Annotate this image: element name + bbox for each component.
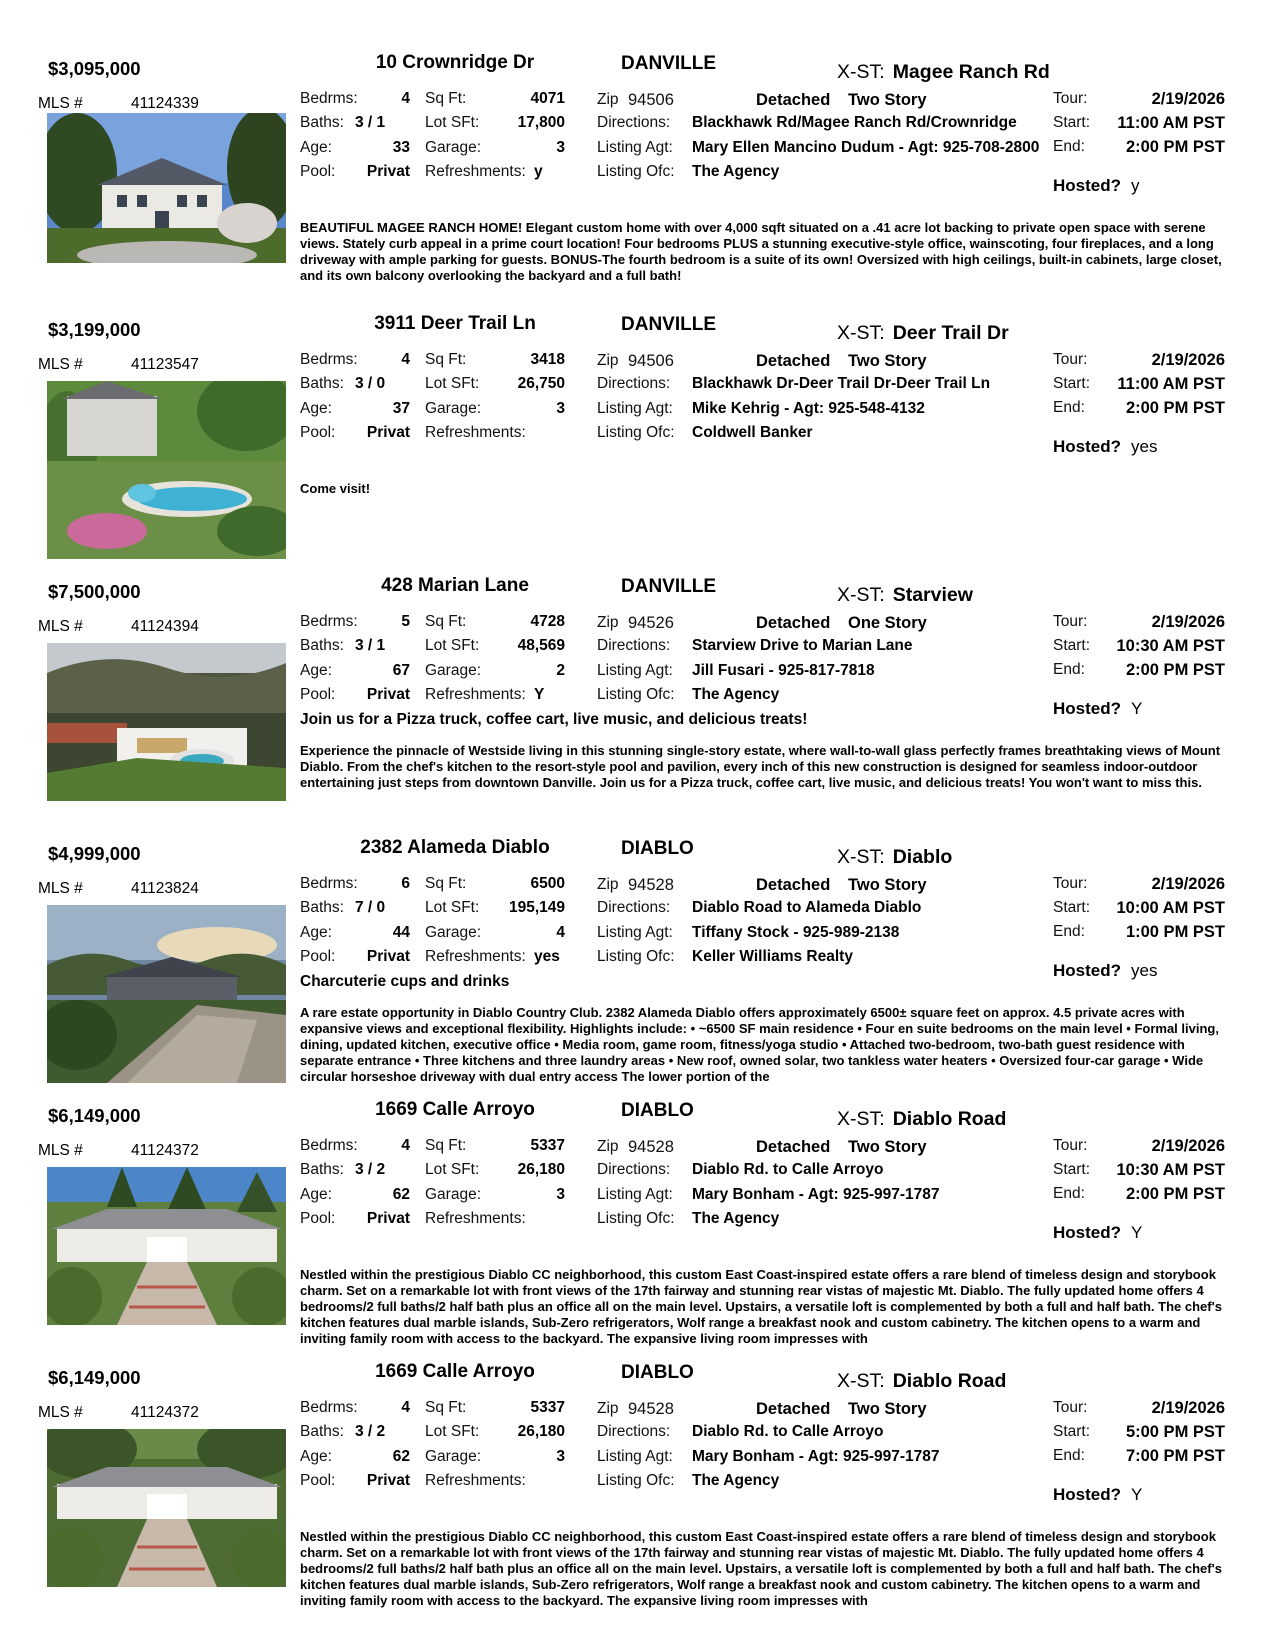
listing-agent-value: Mary Ellen Mancino Dudum - Agt: 925-708-2800 [692,139,1040,156]
hosted-label: Hosted? [1053,437,1121,456]
garage-label: Garage: [425,139,482,156]
property-stories: Two Story [848,876,927,894]
pool-value: Privat [366,163,410,180]
directions-label: Directions: [597,1423,671,1440]
age-value: 44 [392,924,410,941]
directions-label: Directions: [597,899,671,916]
listing-description: A rare estate opportunity in Diablo Country Club. 2382 Alameda Diablo offers approximately 6500± square feet on approx. 4.5 private acres with expansive views and exceptional flexibility. Highlights include: • ~6500 SF main residence • Four en suite bedrooms on the main level • Formal living, dining, updated kitchen, executive office • Media room, game room, fitness/yoga studio • Attached two-bedroom, two-bath guest residence with separate entrance • Three kitchens and three laundry areas • New roof, owned solar, two tankless water heaters • Oversized four-car garage • Wide circular horseshoe driveway with dual entry access The lower portion of the [300,1005,1219,1084]
sqft-value: 5337 [530,1137,565,1154]
garage-value: 3 [556,400,565,417]
zip-value: 94528 [628,876,674,894]
age-value: 62 [392,1186,410,1203]
directions-value: Blackhawk Rd/Magee Ranch Rd/Crownridge [692,114,1017,131]
baths-label: Baths: [300,899,344,916]
property-photo [47,113,286,263]
mls-label: MLS # [38,1142,83,1159]
listing-city: DANVILLE [621,53,716,74]
house-photo-icon [47,1167,286,1325]
cross-street-label: X-ST: [837,1370,885,1392]
lot-sft-label: Lot SFt: [425,637,480,654]
end-label: End: [1053,661,1085,678]
house-photo-icon [47,113,286,263]
sqft-label: Sq Ft: [425,613,467,630]
garage-label: Garage: [425,662,482,679]
cross-street [837,63,1050,83]
lot-sft-value: 48,569 [517,637,565,654]
end-time: 2:00 PM PST [1125,399,1225,417]
lot-sft-value: 26,180 [517,1161,565,1178]
baths-label: Baths: [300,637,344,654]
listing-price: $4,999,000 [48,843,141,864]
pool-label: Pool: [300,1210,336,1227]
listing-description: BEAUTIFUL MAGEE RANCH HOME! Elegant custom home with over 4,000 sqft situated on a .41 acre lot backing to private open space with serene views. Stately curb appeal in a prime court location! Four bedrooms PLUS a stunning executive-style office, wainscoting, four fireplaces, and a long driveway with ample parking for guests. BONUS-The fourth bedroom is a suite of its own! Oversized with high ceilings, built-in cabinets, large closet, and its own balcony overlooking the backyard and a full bath! [300,220,1222,283]
listing-description: Nestled within the prestigious Diablo CC neighborhood, this custom East Coast-inspired estate offers a rare blend of timeless design and storybook charm. Set on a remarkable lot with front views of the 17th fairway and stunning rear vistas of majestic Mt. Diablo. The fully updated home offers 4 bedrooms/2 full baths/2 half bath plus an office all on the main level. Upstairs, a versatile loft is complemented by both a full and half bath. The chef's kitchen features dual marble islands, Sub-Zero refrigerators, Wolf range a breakfast nook and custom cabinetry. The kitchen opens to a warm and inviting family room with access to the backyard. The expansive living room impresses with [300,1529,1222,1608]
zip-label: Zip [597,1138,619,1155]
end-label: End: [1053,399,1085,416]
cross-street [837,848,952,868]
listing-agent-label: Listing Agt: [597,1448,673,1465]
end-time: 1:00 PM PST [1125,923,1225,941]
zip-value: 94506 [628,352,674,370]
zip-value: 94526 [628,614,674,632]
lot-sft-label: Lot SFt: [425,114,480,131]
listing-card [0,311,1275,573]
end-time: 2:00 PM PST [1125,1185,1225,1203]
garage-label: Garage: [425,1448,482,1465]
bedrms-value: 4 [401,351,410,368]
directions-label: Directions: [597,114,671,131]
listing-card [0,50,1275,312]
tour-date: 2/19/2026 [1151,1137,1225,1155]
property-type: Detached [756,1138,831,1156]
hosted [1053,177,1140,194]
baths-value: 7 / 0 [355,899,386,916]
lot-sft-label: Lot SFt: [425,375,480,392]
hosted [1053,962,1157,979]
cross-street-value: Deer Trail Dr [892,322,1009,344]
start-label: Start: [1053,1423,1091,1440]
mls-label: MLS # [38,880,83,897]
listing-address: 1669 Calle Arroyo [375,1361,535,1382]
refreshments-label: Refreshments: [425,948,526,965]
refreshments-value: yes [534,948,560,965]
baths-value: 3 / 1 [355,114,386,131]
hosted [1053,1486,1142,1503]
listing-agent-value: Mary Bonham - Agt: 925-997-1787 [692,1448,940,1465]
zip-label: Zip [597,614,619,631]
tour-date: 2/19/2026 [1151,613,1225,631]
lot-sft-value: 26,750 [517,375,565,392]
listing-address: 10 Crownridge Dr [375,52,535,73]
listing-office-value: The Agency [692,163,780,180]
age-label: Age: [300,924,332,941]
mls-number: 41124372 [131,1404,199,1421]
zip-label: Zip [597,876,619,893]
listing-office-label: Listing Ofc: [597,1472,675,1489]
listing-office-label: Listing Ofc: [597,424,675,441]
directions-label: Directions: [597,637,671,654]
baths-label: Baths: [300,1423,344,1440]
refreshments-label: Refreshments: [425,686,526,703]
listing-office-label: Listing Ofc: [597,948,675,965]
property-type: Detached [756,876,831,894]
start-label: Start: [1053,637,1091,654]
tour-label: Tour: [1053,90,1088,107]
property-type: Detached [756,91,831,109]
listing-price: $7,500,000 [48,581,141,602]
sqft-value: 6500 [530,875,565,892]
baths-value: 3 / 0 [355,375,386,392]
pool-label: Pool: [300,948,336,965]
zip-label: Zip [597,91,619,108]
listing-agent-value: Tiffany Stock - 925-989-2138 [692,924,900,941]
hosted-label: Hosted? [1053,1223,1121,1242]
listing-address: 3911 Deer Trail Ln [374,313,536,334]
listing-city: DANVILLE [621,314,716,335]
listing-description: Experience the pinnacle of Westside living in this stunning single-story estate, where wall-to-wall glass perfectly frames breathtaking views of Mount Diablo. From the chef's kitchen to the resort-style pool and pavilion, every inch of this new construction is designed for seamless indoor-outdoor entertaining just steps from downtown Danville. Join us for a Pizza truck, coffee cart, live music, and delicious treats! You won't want to miss this. [300,743,1221,790]
cross-street-label: X-ST: [837,1108,885,1130]
property-photo [47,1429,286,1587]
house-photo-icon [47,381,286,559]
listing-price: $3,199,000 [48,319,141,340]
listing-city: DANVILLE [621,576,716,597]
zip-label: Zip [597,1400,619,1417]
age-value: 33 [392,139,410,156]
hosted [1053,438,1157,455]
hosted-value: Y [1131,699,1143,718]
tour-date: 2/19/2026 [1151,90,1225,108]
hosted-label: Hosted? [1053,176,1121,195]
cross-street [837,586,973,606]
listing-description: Come visit! [300,481,371,496]
sqft-label: Sq Ft: [425,1137,467,1154]
start-time: 10:00 AM PST [1116,899,1225,917]
sqft-label: Sq Ft: [425,90,467,107]
listing-office-label: Listing Ofc: [597,686,675,703]
pool-label: Pool: [300,424,336,441]
sqft-label: Sq Ft: [425,351,467,368]
bedrms-label: Bedrms: [300,613,358,630]
tour-label: Tour: [1053,1399,1088,1416]
mls-label: MLS # [38,356,83,373]
property-photo [47,381,286,559]
listing-card [0,573,1275,835]
directions-value: Diablo Rd. to Calle Arroyo [692,1423,884,1440]
listing-agent-value: Mike Kehrig - Agt: 925-548-4132 [692,400,925,417]
bedrms-label: Bedrms: [300,1137,358,1154]
baths-label: Baths: [300,375,344,392]
listing-agent-value: Jill Fusari - 925-817-7818 [692,662,875,679]
zip-label: Zip [597,352,619,369]
sqft-value: 5337 [530,1399,565,1416]
age-label: Age: [300,400,332,417]
lot-sft-label: Lot SFt: [425,1423,480,1440]
listing-agent-label: Listing Agt: [597,139,673,156]
mls-number: 41123824 [131,880,199,897]
baths-value: 3 / 1 [355,637,386,654]
cross-street-value: Diablo Road [892,1108,1007,1130]
cross-street [837,1110,1006,1130]
age-value: 37 [392,400,410,417]
start-time: 11:00 AM PST [1117,375,1225,393]
mls-label: MLS # [38,1404,83,1421]
tour-label: Tour: [1053,613,1088,630]
garage-value: 3 [556,1186,565,1203]
baths-value: 3 / 2 [355,1161,386,1178]
pool-value: Privat [366,424,410,441]
lot-sft-value: 195,149 [508,899,565,916]
pool-label: Pool: [300,163,336,180]
end-label: End: [1053,1447,1085,1464]
cross-street-label: X-ST: [837,584,885,606]
listing-office-value: The Agency [692,1210,780,1227]
pool-value: Privat [366,686,410,703]
listing-city: DIABLO [621,1362,694,1383]
event-note: Charcuterie cups and drinks [300,973,510,990]
age-label: Age: [300,139,332,156]
pool-label: Pool: [300,686,336,703]
property-type: Detached [756,1400,831,1418]
start-label: Start: [1053,1161,1091,1178]
age-label: Age: [300,662,332,679]
mls-number: 41123547 [131,356,199,373]
start-label: Start: [1053,114,1091,131]
property-stories: Two Story [848,1138,927,1156]
property-photo [47,905,286,1083]
cross-street [837,1372,1006,1392]
cross-street-value: Diablo Road [892,1370,1007,1392]
pool-value: Privat [366,1210,410,1227]
baths-label: Baths: [300,114,344,131]
hosted [1053,1224,1142,1241]
start-time: 10:30 AM PST [1116,1161,1225,1179]
sqft-value: 4728 [530,613,565,630]
listing-price: $6,149,000 [48,1105,141,1126]
event-note: Join us for a Pizza truck, coffee cart, live music, and delicious treats! [300,711,808,728]
bedrms-value: 4 [401,90,410,107]
refreshments-value: y [534,163,543,180]
garage-value: 3 [556,1448,565,1465]
zip-value: 94528 [628,1400,674,1418]
start-time: 11:00 AM PST [1117,114,1225,132]
mls-number: 41124339 [131,95,199,112]
bedrms-label: Bedrms: [300,1399,358,1416]
listing-card [0,1097,1275,1359]
garage-label: Garage: [425,924,482,941]
property-stories: Two Story [848,352,927,370]
end-time: 2:00 PM PST [1125,661,1225,679]
zip-value: 94528 [628,1138,674,1156]
listing-price: $3,095,000 [48,58,141,79]
lot-sft-value: 17,800 [517,114,565,131]
property-stories: Two Story [848,91,927,109]
tour-label: Tour: [1053,875,1088,892]
hosted-label: Hosted? [1053,1485,1121,1504]
bedrms-label: Bedrms: [300,351,358,368]
garage-value: 2 [556,662,565,679]
sqft-value: 3418 [530,351,565,368]
hosted-value: yes [1131,961,1158,980]
hosted-label: Hosted? [1053,699,1121,718]
garage-value: 4 [556,924,565,941]
sqft-value: 4071 [530,90,565,107]
directions-value: Diablo Rd. to Calle Arroyo [692,1161,884,1178]
listing-card [0,1359,1275,1621]
tour-date: 2/19/2026 [1151,351,1225,369]
bedrms-label: Bedrms: [300,90,358,107]
lot-sft-value: 26,180 [517,1423,565,1440]
pool-value: Privat [366,1472,410,1489]
listing-agent-label: Listing Agt: [597,662,673,679]
refreshments-value: Y [534,686,545,703]
listing-address: 428 Marian Lane [381,575,529,596]
hosted-value: yes [1131,437,1158,456]
property-stories: One Story [848,614,927,632]
mls-label: MLS # [38,95,83,112]
property-photo [47,643,286,801]
end-label: End: [1053,1185,1085,1202]
baths-label: Baths: [300,1161,344,1178]
property-type: Detached [756,614,831,632]
tour-label: Tour: [1053,351,1088,368]
mls-number: 41124394 [131,618,199,635]
start-time: 10:30 AM PST [1116,637,1225,655]
property-stories: Two Story [848,1400,927,1418]
bedrms-value: 4 [401,1399,410,1416]
listing-card [0,835,1275,1097]
directions-label: Directions: [597,1161,671,1178]
garage-label: Garage: [425,1186,482,1203]
baths-value: 3 / 2 [355,1423,386,1440]
bedrms-label: Bedrms: [300,875,358,892]
bedrms-value: 5 [401,613,410,630]
listing-address: 1669 Calle Arroyo [375,1099,535,1120]
property-photo [47,1167,286,1325]
listing-agent-label: Listing Agt: [597,924,673,941]
listing-address: 2382 Alameda Diablo [360,837,550,858]
end-time: 2:00 PM PST [1125,138,1225,156]
listing-agent-label: Listing Agt: [597,400,673,417]
end-time: 7:00 PM PST [1125,1447,1225,1465]
zip-value: 94506 [628,91,674,109]
sqft-label: Sq Ft: [425,1399,467,1416]
garage-label: Garage: [425,400,482,417]
refreshments-label: Refreshments: [425,1472,526,1489]
refreshments-label: Refreshments: [425,424,526,441]
cross-street [837,324,1009,344]
cross-street-value: Starview [892,584,973,606]
start-time: 5:00 PM PST [1125,1423,1225,1441]
mls-label: MLS # [38,618,83,635]
listing-agent-label: Listing Agt: [597,1186,673,1203]
listing-description: Nestled within the prestigious Diablo CC neighborhood, this custom East Coast-inspired estate offers a rare blend of timeless design and storybook charm. Set on a remarkable lot with front views of the 17th fairway and stunning rear vistas of majestic Mt. Diablo. The fully updated home offers 4 bedrooms/2 full baths/2 half bath plus an office all on the main level. Upstairs, a versatile loft is complemented by both a full and half bath. The chef's kitchen features dual marble islands, Sub-Zero refrigerators, Wolf range a breakfast nook and custom cabinetry. The kitchen opens to a warm and inviting family room with access to the backyard. The expansive living room impresses with [300,1267,1222,1346]
tour-label: Tour: [1053,1137,1088,1154]
house-photo-icon [47,643,286,801]
start-label: Start: [1053,375,1091,392]
cross-street-value: Diablo [892,846,953,868]
lot-sft-label: Lot SFt: [425,1161,480,1178]
listing-price: $6,149,000 [48,1367,141,1388]
hosted-value: y [1131,176,1140,195]
age-value: 67 [392,662,410,679]
listing-office-value: Keller Williams Realty [692,948,853,965]
house-photo-icon [47,1429,286,1587]
listing-office-label: Listing Ofc: [597,163,675,180]
listing-office-value: The Agency [692,686,780,703]
cross-street-label: X-ST: [837,61,885,83]
refreshments-label: Refreshments: [425,1210,526,1227]
pool-label: Pool: [300,1472,336,1489]
listing-city: DIABLO [621,838,694,859]
end-label: End: [1053,923,1085,940]
start-label: Start: [1053,899,1091,916]
mls-number: 41124372 [131,1142,199,1159]
directions-value: Blackhawk Dr-Deer Trail Dr-Deer Trail Ln [692,375,991,392]
listing-office-value: Coldwell Banker [692,424,813,441]
house-photo-icon [47,905,286,1083]
sqft-label: Sq Ft: [425,875,467,892]
cross-street-label: X-ST: [837,322,885,344]
hosted-value: Y [1131,1223,1143,1242]
tour-date: 2/19/2026 [1151,1399,1225,1417]
hosted-value: Y [1131,1485,1143,1504]
refreshments-label: Refreshments: [425,163,526,180]
directions-value: Starview Drive to Marian Lane [692,637,913,654]
end-label: End: [1053,138,1085,155]
cross-street-label: X-ST: [837,846,885,868]
tour-date: 2/19/2026 [1151,875,1225,893]
age-label: Age: [300,1448,332,1465]
bedrms-value: 4 [401,1137,410,1154]
listing-office-label: Listing Ofc: [597,1210,675,1227]
property-type: Detached [756,352,831,370]
cross-street-value: Magee Ranch Rd [892,61,1050,83]
garage-value: 3 [556,139,565,156]
age-label: Age: [300,1186,332,1203]
age-value: 62 [392,1448,410,1465]
listing-office-value: The Agency [692,1472,780,1489]
listing-agent-value: Mary Bonham - Agt: 925-997-1787 [692,1186,940,1203]
pool-value: Privat [366,948,410,965]
hosted-label: Hosted? [1053,961,1121,980]
listing-city: DIABLO [621,1100,694,1121]
hosted [1053,700,1142,717]
lot-sft-label: Lot SFt: [425,899,480,916]
bedrms-value: 6 [401,875,410,892]
directions-value: Diablo Road to Alameda Diablo [692,899,922,916]
directions-label: Directions: [597,375,671,392]
